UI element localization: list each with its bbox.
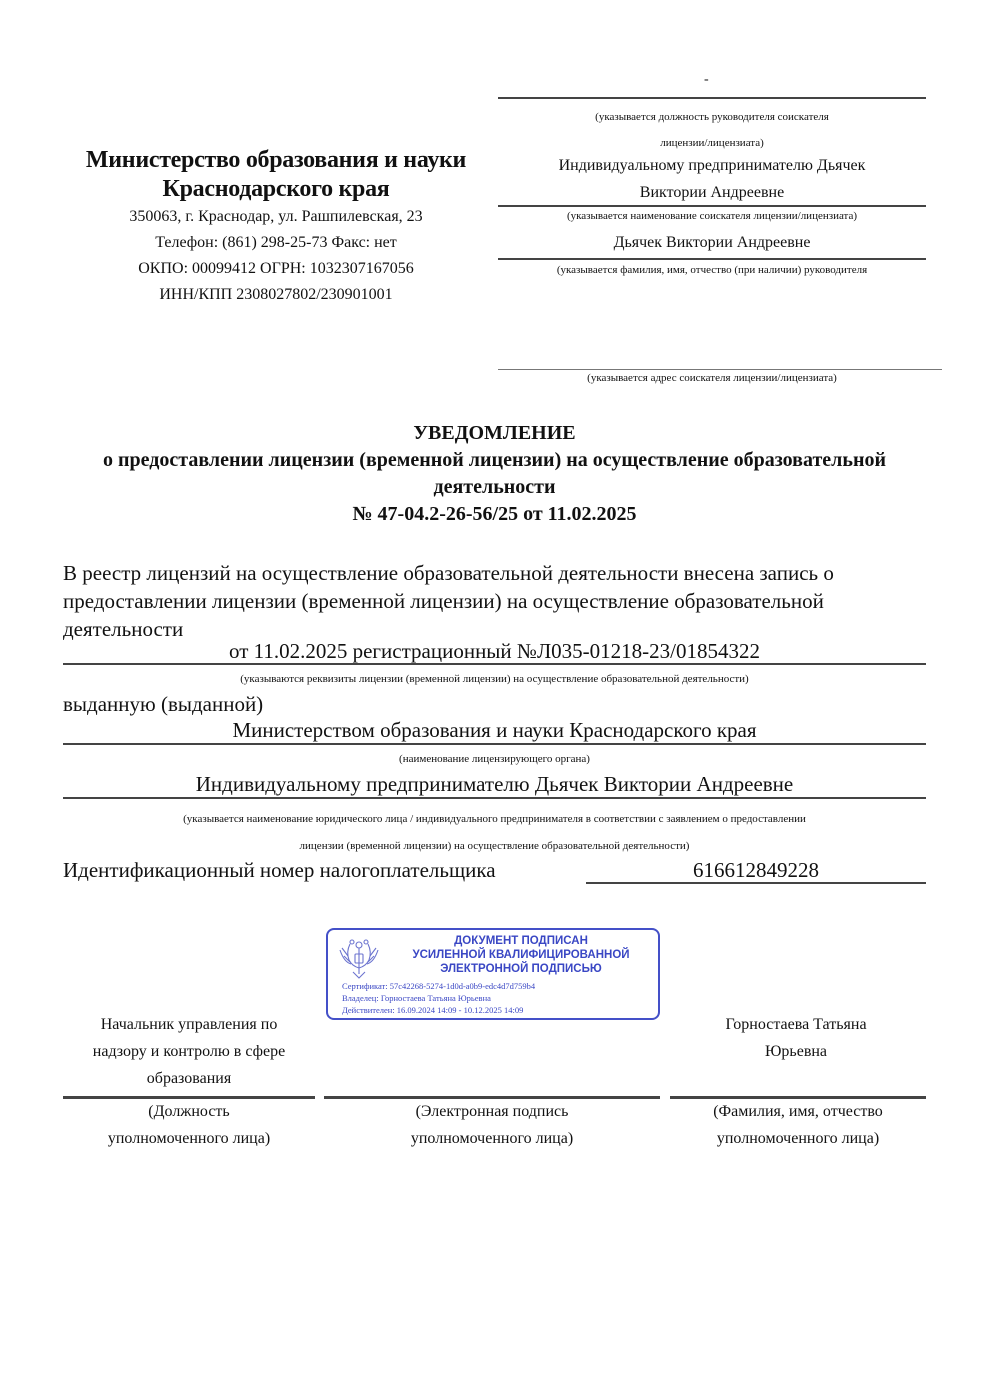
inn-label: Идентификационный номер налогоплательщика — [63, 858, 496, 882]
ministry-info — [60, 204, 492, 308]
recipient-position-hint-2: лицензии/лицензиата) — [660, 137, 764, 149]
recipient-position-hint-1: (указывается должность руководителя соискателя — [595, 111, 829, 123]
header-dash: - — [704, 72, 709, 87]
recipient-position-hint — [498, 104, 926, 156]
caption-signature-line1: (Электронная подпись — [415, 1103, 569, 1120]
ministry-name — [60, 146, 492, 204]
notice-paragraph-line2: предоставлении лицензии (временной лицензии) на осуществление образовательной — [63, 589, 824, 613]
caption-position — [63, 1098, 315, 1152]
licensee-hint-2: лицензии (временной лицензии) на осуществление образовательной деятельности) — [299, 840, 690, 852]
recipient-fio: Дьячек Виктории Андреевне — [613, 234, 811, 251]
recipient-address-line — [498, 369, 942, 370]
recipient-name-hint: (указывается наименование соискателя лицензии/лицензиата) — [566, 210, 858, 222]
notice-title-line3: деятельности — [433, 476, 556, 498]
recipient-fio-line — [498, 258, 926, 260]
stamp-owner: Владелец: Горностаева Татьяна Юрьевна — [342, 993, 491, 1003]
notice-paragraph — [63, 559, 933, 643]
recipient-fio-hint: (указывается фамилия, имя, отчество (при наличии) руководителя — [556, 264, 868, 276]
recipient-address-hint: (указывается адрес соискателя лицензии/лицензиата) — [587, 372, 837, 384]
stamp-heading — [386, 934, 656, 976]
signer-position-line2: надзору и контролю в сфере — [92, 1043, 286, 1060]
issuer-line — [63, 743, 926, 745]
signer-position-line1: Начальник управления по — [100, 1016, 278, 1033]
licensee-hint-1: (указывается наименование юридического лица / индивидуального предпринимателя в соответствии с заявлением о предоставлении — [183, 813, 806, 825]
stamp-heading-line2: УСИЛЕННОЙ КВАЛИФИЦИРОВАННОЙ — [412, 949, 630, 961]
stamp-heading-line1: ДОКУМЕНТ ПОДПИСАН — [454, 935, 588, 947]
signer-position — [63, 1011, 315, 1092]
inn-value-line — [586, 882, 926, 884]
license-details: от 11.02.2025 регистрационный №Л035-01218-23/01854322 — [228, 639, 761, 663]
ministry-name-line2: Краснодарского края — [162, 176, 390, 202]
recipient-name — [498, 152, 926, 206]
issued-label: выданную (выданной) — [63, 692, 264, 716]
ministry-address: 350063, г. Краснодар, ул. Рашпилевская, 23 — [129, 208, 423, 225]
signer-name — [666, 1011, 926, 1065]
notice-title — [40, 420, 949, 528]
notice-title-line1: УВЕДОМЛЕНИЕ — [413, 422, 576, 444]
recipient-name-line1: Индивидуальному предпринимателю Дьячек — [558, 157, 866, 174]
caption-position-line1: (Должность — [148, 1103, 230, 1120]
recipient-position-line — [498, 97, 926, 99]
caption-signature — [324, 1098, 660, 1152]
ministry-okpo: ОКПО: 00099412 ОГРН: 1032307167056 — [138, 260, 414, 277]
caption-signature-line2: уполномоченного лица) — [410, 1130, 574, 1147]
licensee-name: Индивидуальному предпринимателю Дьячек Виктории Андреевне — [195, 772, 794, 796]
caption-name — [670, 1098, 926, 1152]
ministry-name-line1: Министерство образования и науки — [85, 147, 467, 173]
notice-title-line2: о предоставлении лицензии (временной лицензии) на осуществление образовательной — [103, 449, 886, 471]
stamp-heading-line3: ЭЛЕКТРОННОЙ ПОДПИСЬЮ — [440, 963, 602, 975]
licensee-hint — [63, 806, 926, 860]
notice-paragraph-line1: В реестр лицензий на осуществление образовательной деятельности внесена запись о — [63, 561, 834, 585]
signer-name-line2: Юрьевна — [764, 1043, 828, 1060]
recipient-name-line2: Виктории Андреевне — [639, 184, 785, 201]
electronic-signature-stamp — [326, 928, 660, 1020]
stamp-certificate: Сертификат: 57c42268-5274-1d0d-a0b9-edc4d7d759b4 — [342, 981, 536, 991]
license-hint: (указываются реквизиты лицензии (временной лицензии) на осуществление образовательной деятельности) — [240, 673, 749, 685]
caption-name-line1: (Фамилия, имя, отчество — [713, 1103, 883, 1120]
signer-name-line1: Горностаева Татьяна — [725, 1016, 867, 1033]
issuer-name: Министерством образования и науки Краснодарского края — [232, 718, 757, 742]
coat-of-arms-icon — [336, 936, 382, 982]
notice-paragraph-line3: деятельности — [63, 617, 184, 641]
notice-number: № 47-04.2-26-56/25 от 11.02.2025 — [352, 503, 637, 525]
inn-value: 616612849228 — [693, 858, 819, 882]
stamp-details — [342, 980, 658, 1016]
signer-position-line3: образования — [146, 1070, 232, 1087]
caption-position-line2: уполномоченного лица) — [107, 1130, 271, 1147]
caption-name-line2: уполномоченного лица) — [716, 1130, 880, 1147]
issuer-hint: (наименование лицензирующего органа) — [399, 753, 590, 765]
licensee-line — [63, 797, 926, 799]
recipient-name-line — [498, 205, 926, 207]
license-details-line — [63, 663, 926, 665]
ministry-inn: ИНН/КПП 2308027802/230901001 — [159, 286, 393, 303]
stamp-validity: Действителен: 16.09.2024 14:09 - 10.12.2025 14:09 — [342, 1005, 524, 1015]
ministry-phone: Телефон: (861) 298-25-73 Факс: нет — [155, 234, 397, 251]
